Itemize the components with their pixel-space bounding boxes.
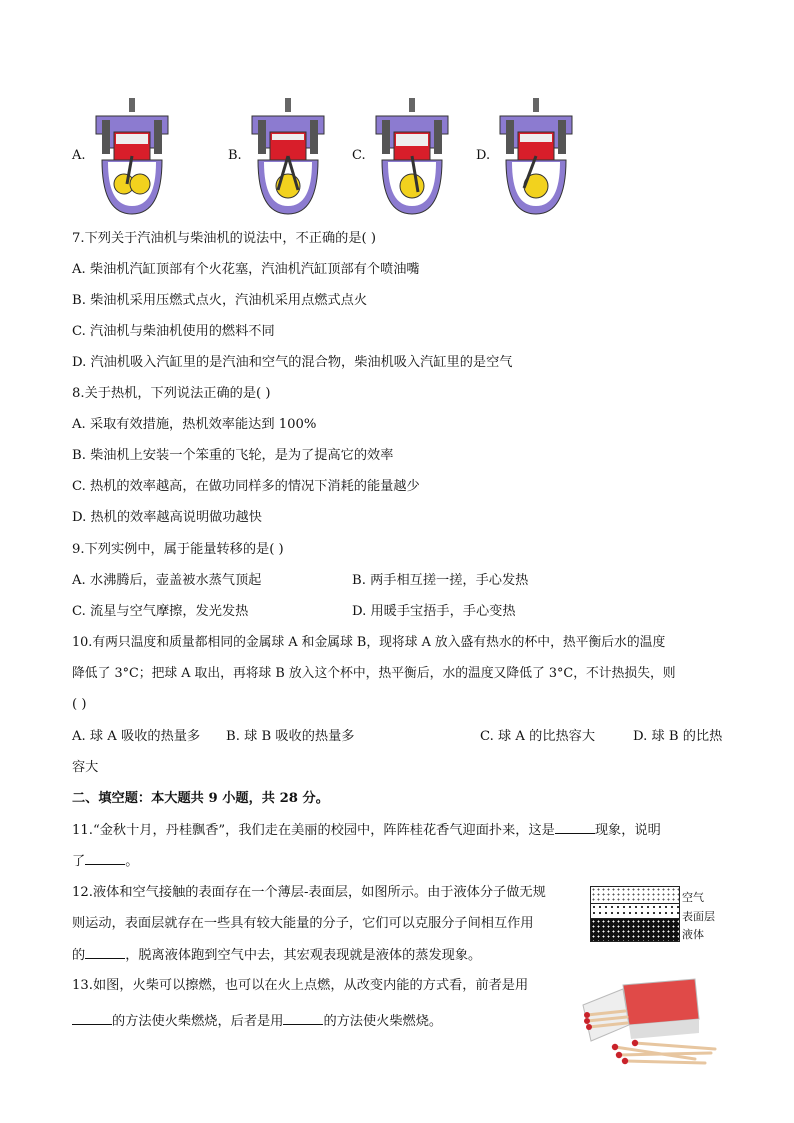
q13-line1: 13.如图，火柴可以擦燃，也可以在火上点燃，从改变内能的方式看，前者是用 — [72, 978, 529, 993]
q7-option-d: D. 汽油机吸入汽缸里的是汽油和空气的混合物，柴油机吸入汽缸里的是空气 — [72, 355, 513, 370]
q12-text: ，脱离液体跑到空气中去，其宏观表现就是液体的蒸发现象。 — [125, 948, 482, 963]
q7-option-b: B. 柴油机采用压燃式点火，汽油机采用点燃式点火 — [72, 293, 368, 308]
q12-line2: 则运动，表面层就存在一些具有较大能量的分子，它们可以克服分子间相互作用 — [72, 916, 534, 931]
q10-option-c: C. 球 A 的比热容大 — [480, 729, 596, 744]
q11-line1 — [72, 821, 661, 840]
legend-air: 空气 — [682, 891, 704, 904]
q12-line1: 12.液体和空气接触的表面存在一个薄层-表面层，如图所示。由于液体分子做无规 — [72, 885, 546, 900]
q11-text: 。 — [125, 854, 139, 869]
q9-option-c: C. 流星与空气摩擦，发光发热 — [72, 604, 249, 619]
surface-layer — [590, 903, 680, 919]
answer-blank[interactable] — [555, 821, 595, 834]
engine-diagram-icon — [92, 96, 172, 218]
option-label: A. — [72, 148, 86, 163]
answer-blank[interactable] — [72, 1012, 112, 1025]
q8-option-c: C. 热机的效率越高，在做功同样多的情况下消耗的能量越少 — [72, 479, 420, 494]
engine-diagram-icon — [496, 96, 576, 218]
q8-option-a: A. 采取有效措施，热机效率能达到 100% — [72, 417, 317, 432]
liquid-layer — [590, 918, 680, 942]
engine-diagram-icon — [248, 96, 328, 218]
q8-stem: 8.关于热机，下列说法正确的是( ) — [72, 386, 271, 401]
legend-surface: 表面层 — [682, 910, 715, 923]
q9-option-a: A. 水沸腾后，壶盖被水蒸气顶起 — [72, 573, 262, 588]
q13-line2 — [72, 1012, 442, 1031]
q10-option-d-cont: 容大 — [72, 760, 99, 775]
answer-blank[interactable] — [283, 1012, 323, 1025]
q12-text: 的 — [72, 948, 86, 963]
matchbox-image-icon — [575, 975, 725, 1070]
air-layer — [590, 886, 680, 904]
legend-liquid: 液体 — [682, 928, 704, 941]
q8-option-d: D. 热机的效率越高说明做功越快 — [72, 510, 262, 525]
q9-option-b: B. 两手相互搓一搓，手心发热 — [352, 573, 529, 588]
q7-option-c: C. 汽油机与柴油机使用的燃料不同 — [72, 324, 275, 339]
q13-text: 的方法使火柴燃烧。 — [323, 1014, 443, 1029]
q9-stem: 9.下列实例中，属于能量转移的是( ) — [72, 542, 284, 557]
q7-option-a: A. 柴油机汽缸顶部有个火花塞，汽油机汽缸顶部有个喷油嘴 — [72, 262, 420, 277]
q10-stem-line2: 降低了 3°C；把球 A 取出，再将球 B 放入这个杯中，热平衡后，水的温度又降低了 3°C，不计热损失，则 — [72, 666, 676, 681]
q11-line2 — [72, 852, 138, 871]
q10-option-b: B. 球 B 吸收的热量多 — [226, 729, 355, 744]
q8-option-b: B. 柴油机上安装一个笨重的飞轮，是为了提高它的效率 — [72, 448, 394, 463]
q6-engine-options — [72, 96, 722, 218]
q9-option-d: D. 用暖手宝捂手，手心变热 — [352, 604, 516, 619]
option-label: D. — [476, 148, 491, 163]
surface-layer-diagram — [590, 886, 720, 942]
q12-line3 — [72, 946, 481, 965]
q10-stem-line3: ( ) — [72, 697, 87, 712]
q10-option-a: A. 球 A 吸收的热量多 — [72, 729, 201, 744]
answer-blank[interactable] — [85, 852, 125, 865]
section-heading: 二、填空题：本大题共 9 小题，共 28 分。 — [72, 791, 329, 806]
option-label: C. — [352, 148, 366, 163]
engine-diagram-icon — [372, 96, 452, 218]
q11-text: 11.“金秋十月，丹桂飘香”，我们走在美丽的校园中，阵阵桂花香气迎面扑来，这是 — [72, 823, 555, 838]
answer-blank[interactable] — [85, 946, 125, 959]
q13-text: 的方法使火柴燃烧，后者是用 — [112, 1014, 284, 1029]
q10-option-d: D. 球 B 的比热 — [633, 729, 723, 744]
option-label: B. — [228, 148, 242, 163]
q11-text: 了 — [72, 854, 86, 869]
q11-text: 现象，说明 — [594, 823, 661, 838]
q7-stem: 7.下列关于汽油机与柴油机的说法中，不正确的是( ) — [72, 231, 376, 246]
q10-stem-line1: 10.有两只温度和质量都相同的金属球 A 和金属球 B，现将球 A 放入盛有热水的杯中，热平衡后水的温度 — [72, 635, 666, 650]
